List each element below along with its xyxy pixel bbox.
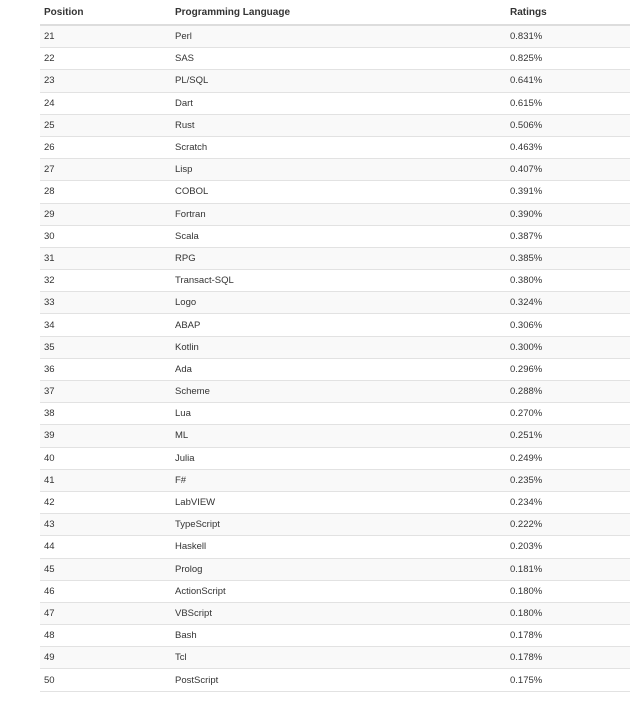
cell-rating: 0.178% — [506, 625, 630, 647]
cell-rating: 0.387% — [506, 225, 630, 247]
table-row — [40, 70, 630, 92]
cell-language: PL/SQL — [171, 70, 506, 92]
cell-position: 37 — [40, 381, 171, 403]
cell-position: 35 — [40, 336, 171, 358]
cell-position: 48 — [40, 625, 171, 647]
table-row — [40, 425, 630, 447]
table-row — [40, 625, 630, 647]
cell-language: LabVIEW — [171, 491, 506, 513]
cell-rating: 0.296% — [506, 358, 630, 380]
cell-position: 23 — [40, 70, 171, 92]
cell-rating: 0.178% — [506, 647, 630, 669]
cell-position: 50 — [40, 669, 171, 691]
table-row — [40, 469, 630, 491]
header-row — [40, 0, 630, 25]
cell-language: Transact-SQL — [171, 270, 506, 292]
cell-language: VBScript — [171, 602, 506, 624]
cell-rating: 0.175% — [506, 669, 630, 691]
cell-position: 21 — [40, 25, 171, 48]
cell-position: 47 — [40, 602, 171, 624]
table-row — [40, 292, 630, 314]
table-row — [40, 270, 630, 292]
cell-position: 49 — [40, 647, 171, 669]
table-row — [40, 358, 630, 380]
cell-language: Rust — [171, 114, 506, 136]
cell-language: F# — [171, 469, 506, 491]
table-row — [40, 225, 630, 247]
cell-position: 34 — [40, 314, 171, 336]
cell-language: COBOL — [171, 181, 506, 203]
cell-rating: 0.380% — [506, 270, 630, 292]
cell-position: 33 — [40, 292, 171, 314]
cell-position: 46 — [40, 580, 171, 602]
table-row — [40, 314, 630, 336]
cell-rating: 0.390% — [506, 203, 630, 225]
cell-rating: 0.641% — [506, 70, 630, 92]
table-row — [40, 114, 630, 136]
table-row — [40, 92, 630, 114]
cell-position: 40 — [40, 447, 171, 469]
table-row — [40, 558, 630, 580]
cell-language: ActionScript — [171, 580, 506, 602]
ratings-table-container — [40, 0, 630, 692]
table-row — [40, 381, 630, 403]
table-row — [40, 336, 630, 358]
cell-language: Prolog — [171, 558, 506, 580]
cell-language: Ada — [171, 358, 506, 380]
cell-position: 45 — [40, 558, 171, 580]
column-header-position: Position — [40, 0, 171, 25]
cell-position: 28 — [40, 181, 171, 203]
table-row — [40, 514, 630, 536]
cell-rating: 0.825% — [506, 48, 630, 70]
table-row — [40, 181, 630, 203]
cell-position: 30 — [40, 225, 171, 247]
cell-position: 22 — [40, 48, 171, 70]
cell-position: 44 — [40, 536, 171, 558]
cell-position: 42 — [40, 491, 171, 513]
cell-rating: 0.222% — [506, 514, 630, 536]
cell-position: 27 — [40, 159, 171, 181]
cell-rating: 0.180% — [506, 602, 630, 624]
table-row — [40, 25, 630, 48]
table-row — [40, 403, 630, 425]
table-row — [40, 247, 630, 269]
table-row — [40, 647, 630, 669]
cell-rating: 0.180% — [506, 580, 630, 602]
cell-position: 29 — [40, 203, 171, 225]
cell-rating: 0.306% — [506, 314, 630, 336]
cell-language: ABAP — [171, 314, 506, 336]
table-row — [40, 602, 630, 624]
cell-rating: 0.249% — [506, 447, 630, 469]
cell-position: 25 — [40, 114, 171, 136]
table-row — [40, 536, 630, 558]
cell-rating: 0.203% — [506, 536, 630, 558]
table-header — [40, 0, 630, 25]
cell-rating: 0.385% — [506, 247, 630, 269]
cell-language: Haskell — [171, 536, 506, 558]
cell-position: 36 — [40, 358, 171, 380]
cell-rating: 0.181% — [506, 558, 630, 580]
cell-position: 43 — [40, 514, 171, 536]
ratings-table — [40, 0, 630, 692]
cell-rating: 0.463% — [506, 136, 630, 158]
cell-language: Dart — [171, 92, 506, 114]
cell-position: 32 — [40, 270, 171, 292]
cell-language: PostScript — [171, 669, 506, 691]
cell-rating: 0.288% — [506, 381, 630, 403]
cell-language: SAS — [171, 48, 506, 70]
cell-position: 38 — [40, 403, 171, 425]
cell-rating: 0.391% — [506, 181, 630, 203]
cell-position: 39 — [40, 425, 171, 447]
column-header-ratings: Ratings — [506, 0, 630, 25]
cell-language: Julia — [171, 447, 506, 469]
cell-position: 31 — [40, 247, 171, 269]
table-row — [40, 580, 630, 602]
cell-language: Tcl — [171, 647, 506, 669]
cell-rating: 0.251% — [506, 425, 630, 447]
cell-language: ML — [171, 425, 506, 447]
cell-language: Bash — [171, 625, 506, 647]
cell-language: Fortran — [171, 203, 506, 225]
table-row — [40, 491, 630, 513]
cell-rating: 0.235% — [506, 469, 630, 491]
table-row — [40, 203, 630, 225]
cell-rating: 0.324% — [506, 292, 630, 314]
cell-language: Lisp — [171, 159, 506, 181]
cell-language: Lua — [171, 403, 506, 425]
cell-rating: 0.407% — [506, 159, 630, 181]
table-row — [40, 136, 630, 158]
cell-language: Scheme — [171, 381, 506, 403]
cell-language: Logo — [171, 292, 506, 314]
cell-language: TypeScript — [171, 514, 506, 536]
cell-language: Scratch — [171, 136, 506, 158]
cell-rating: 0.270% — [506, 403, 630, 425]
cell-position: 26 — [40, 136, 171, 158]
cell-rating: 0.234% — [506, 491, 630, 513]
cell-rating: 0.831% — [506, 25, 630, 48]
cell-language: RPG — [171, 247, 506, 269]
table-row — [40, 669, 630, 691]
table-row — [40, 447, 630, 469]
cell-language: Scala — [171, 225, 506, 247]
column-header-language: Programming Language — [171, 0, 506, 25]
cell-language: Perl — [171, 25, 506, 48]
table-row — [40, 48, 630, 70]
table-body — [40, 25, 630, 691]
cell-rating: 0.300% — [506, 336, 630, 358]
table-row — [40, 159, 630, 181]
cell-rating: 0.506% — [506, 114, 630, 136]
cell-language: Kotlin — [171, 336, 506, 358]
cell-position: 24 — [40, 92, 171, 114]
cell-rating: 0.615% — [506, 92, 630, 114]
cell-position: 41 — [40, 469, 171, 491]
